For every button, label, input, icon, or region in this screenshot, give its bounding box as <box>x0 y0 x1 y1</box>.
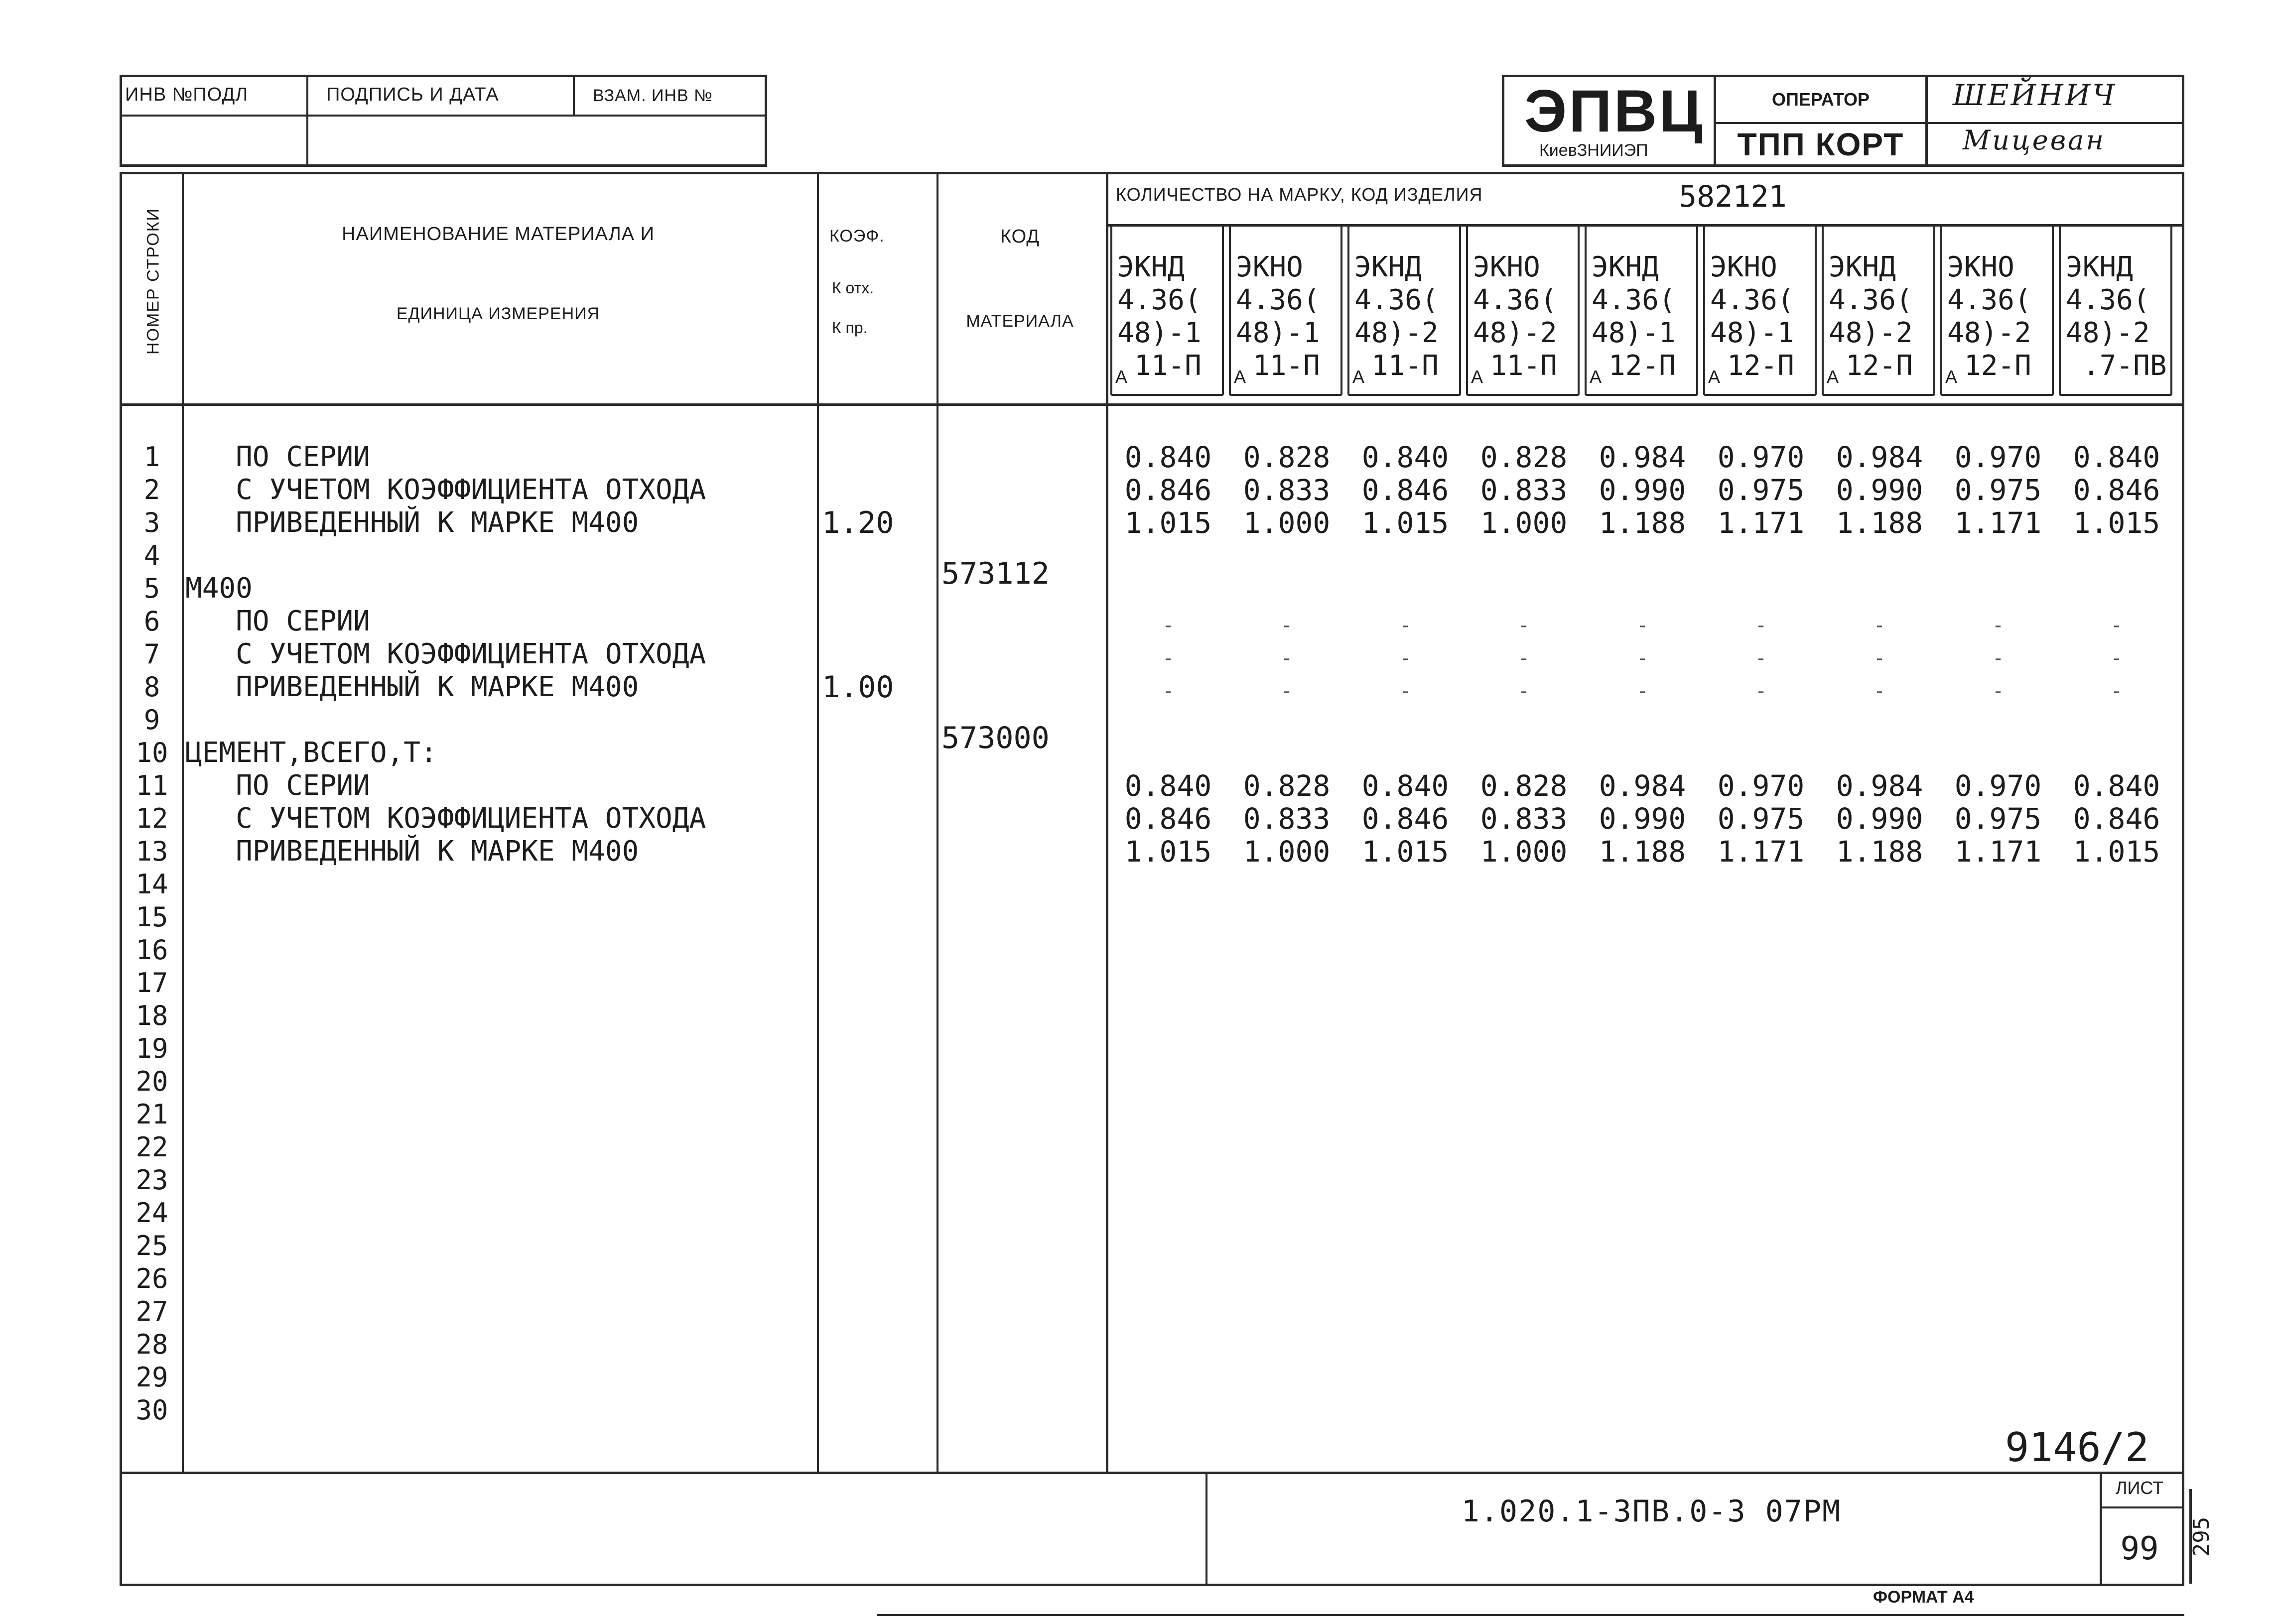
row-number: 23 <box>135 1164 168 1196</box>
product-name-line: 4.36( <box>1117 284 1202 316</box>
quantity-value: 0.846 <box>2073 473 2160 507</box>
row-number: 10 <box>135 737 168 768</box>
row-number: 22 <box>135 1131 168 1163</box>
empty-value-dash: - <box>1162 680 1175 703</box>
row-number: 30 <box>135 1394 168 1426</box>
org-subtitle: КиевЗНИИЭП <box>1539 141 1648 160</box>
quantity-value: 0.833 <box>1243 473 1331 507</box>
handwritten-number: 9146/2 <box>2005 1424 2149 1471</box>
row-number: 18 <box>135 1000 168 1031</box>
empty-value-dash: - <box>1636 647 1649 670</box>
row-number: 4 <box>143 540 160 571</box>
format-strip <box>877 1586 2184 1616</box>
row-number: 2 <box>143 474 160 505</box>
product-name-line: ЭКНД <box>1829 251 1896 283</box>
side-number <box>2189 1489 2234 1584</box>
empty-value-dash: - <box>1636 614 1649 637</box>
product-column-header <box>1229 224 1342 396</box>
product-a-mark: А <box>1234 367 1246 387</box>
code-header-2: МАТЕРИАЛА <box>966 311 1074 331</box>
product-a-mark: А <box>1471 367 1483 387</box>
product-column-header <box>2059 224 2172 396</box>
product-column-header <box>1347 224 1461 396</box>
system-name: ТПП КОРТ <box>1737 126 1904 162</box>
quantity-value: 1.015 <box>1361 506 1449 540</box>
qty-header: КОЛИЧЕСТВО НА МАРКУ, КОД ИЗДЕЛИЯ <box>1116 184 1483 205</box>
product-column-header <box>1940 224 2054 396</box>
coef-header-2: К отх. <box>832 279 874 297</box>
material-name: С УЧЕТОМ КОЭФФИЦИЕНТА ОТХОДА <box>185 802 706 835</box>
coef-header-1: КОЭФ. <box>829 227 885 246</box>
line-number-label: НОМЕР СТРОКИ <box>143 208 163 355</box>
quantity-value: 0.970 <box>1954 769 2042 803</box>
empty-value-dash: - <box>1992 680 2005 703</box>
empty-value-dash: - <box>1636 680 1649 703</box>
product-a-mark: А <box>1352 367 1365 387</box>
row-number: 8 <box>143 671 160 703</box>
sheet-label: ЛИСТ <box>2115 1478 2164 1498</box>
quantity-value: 0.984 <box>1836 769 1923 803</box>
coefficient: 1.20 <box>822 505 894 540</box>
empty-value-dash: - <box>1873 614 1886 637</box>
row-number: 28 <box>135 1329 168 1360</box>
quantity-value: 0.840 <box>2073 440 2160 474</box>
quantity-value: 0.828 <box>1480 440 1568 474</box>
quantity-value: 0.970 <box>1717 440 1805 474</box>
quantity-value: 0.970 <box>1717 769 1805 803</box>
code-header-1: КОД <box>1000 226 1040 247</box>
empty-value-dash: - <box>1162 614 1175 637</box>
product-name-line: 11-П <box>1134 350 1202 382</box>
material-name: ПРИВЕДЕННЫЙ К МАРКЕ М400 <box>185 506 639 539</box>
quantity-value: 1.015 <box>1361 835 1449 869</box>
row-number: 9 <box>143 704 160 736</box>
product-name-line: 48)-1 <box>1710 317 1794 349</box>
product-name-line: 11-П <box>1253 350 1320 382</box>
product-name-line: 4.36( <box>1592 284 1676 316</box>
quantity-value: 0.975 <box>1717 473 1805 507</box>
row-number: 5 <box>143 573 160 604</box>
product-name-line: 4.36( <box>1829 284 1913 316</box>
empty-value-dash: - <box>1873 647 1886 670</box>
coef-header-3: К пр. <box>832 319 868 337</box>
quantity-value: 0.828 <box>1480 769 1568 803</box>
quantity-value: 1.015 <box>2073 835 2160 869</box>
product-name-line: 48)-1 <box>1592 317 1676 349</box>
empty-value-dash: - <box>1399 647 1412 670</box>
product-a-mark: А <box>1590 367 1602 387</box>
row-number: 19 <box>135 1033 168 1064</box>
quantity-value: 1.000 <box>1243 506 1331 540</box>
quantity-value: 0.840 <box>2073 769 2160 803</box>
quantity-value: 0.990 <box>1599 473 1686 507</box>
product-code: 582121 <box>1679 179 1787 214</box>
quantity-value: 0.970 <box>1954 440 2042 474</box>
quantity-value: 1.188 <box>1599 835 1686 869</box>
quantity-value: 0.975 <box>1954 473 2042 507</box>
product-name-line: 12-П <box>1846 350 1913 382</box>
quantity-value: 0.840 <box>1124 440 1212 474</box>
row-number: 27 <box>135 1296 168 1327</box>
quantity-value: 0.840 <box>1361 440 1449 474</box>
product-name-line: 12-П <box>1608 350 1676 382</box>
quantity-value: 1.188 <box>1836 835 1923 869</box>
product-name-line: 4.36( <box>1354 284 1439 316</box>
row-number: 17 <box>135 967 168 999</box>
quantity-value: 0.828 <box>1243 769 1331 803</box>
line-number-header <box>124 172 181 401</box>
quantity-value: 0.840 <box>1361 769 1449 803</box>
empty-value-dash: - <box>2110 614 2123 637</box>
product-name-line: ЭКНД <box>2066 251 2133 283</box>
quantity-value: 1.015 <box>1124 835 1212 869</box>
format-label: ФОРМАТ А4 <box>1873 1588 1974 1607</box>
empty-value-dash: - <box>1517 614 1530 637</box>
product-name-line: 4.36( <box>1947 284 2031 316</box>
material-code: 573000 <box>941 721 1050 755</box>
product-name-line: 48)-1 <box>1236 317 1320 349</box>
empty-value-dash: - <box>1754 680 1767 703</box>
row-number: 12 <box>135 803 168 834</box>
product-name-line: ЭКНД <box>1592 251 1659 283</box>
material-name: М400 <box>185 572 253 605</box>
row-number: 29 <box>135 1362 168 1393</box>
quantity-value: 0.846 <box>1124 802 1212 836</box>
quantity-value: 1.171 <box>1717 835 1805 869</box>
quantity-value: 1.188 <box>1836 506 1923 540</box>
product-name-line: 4.36( <box>1473 284 1557 316</box>
material-name: ПРИВЕДЕННЫЙ К МАРКЕ М400 <box>185 835 639 868</box>
product-column-header <box>1822 224 1935 396</box>
material-name: С УЧЕТОМ КОЭФФИЦИЕНТА ОТХОДА <box>185 474 706 506</box>
empty-value-dash: - <box>1162 647 1175 670</box>
empty-value-dash: - <box>1280 647 1293 670</box>
operator-name: ШЕЙНИЧ <box>1953 78 2117 112</box>
product-name-line: ЭКНД <box>1354 251 1422 283</box>
row-number: 15 <box>135 901 168 933</box>
product-name-line: ЭКНО <box>1473 251 1540 283</box>
sign-date-label: ПОДПИСЬ И ДАТА <box>326 84 499 105</box>
row-number: 14 <box>135 869 168 900</box>
empty-value-dash: - <box>1517 680 1530 703</box>
quantity-value: 0.984 <box>1599 440 1686 474</box>
product-a-mark: А <box>1708 367 1721 387</box>
material-code: 573112 <box>941 556 1050 591</box>
quantity-value: 1.000 <box>1243 835 1331 869</box>
vzam-label: ВЗАМ. ИНВ № <box>593 86 713 105</box>
material-name: ЦЕМЕНТ,ВСЕГО,Т: <box>185 737 437 769</box>
empty-value-dash: - <box>1992 647 2005 670</box>
quantity-value: 0.975 <box>1954 802 2042 836</box>
quantity-value: 0.833 <box>1480 473 1568 507</box>
document-code: 1.020.1-3ПВ.0-3 07РМ <box>1461 1494 1842 1529</box>
product-name-line: .7-ПВ <box>2083 350 2167 382</box>
row-number: 11 <box>135 770 168 801</box>
product-name-line: ЭКНО <box>1947 251 2014 283</box>
quantity-value: 0.846 <box>1361 473 1449 507</box>
empty-value-dash: - <box>1992 614 2005 637</box>
product-name-line: 4.36( <box>1710 284 1794 316</box>
empty-value-dash: - <box>1517 647 1530 670</box>
operator-signature: Мицеван <box>1963 125 2106 156</box>
product-name-line: 4.36( <box>2066 284 2150 316</box>
row-number: 16 <box>135 934 168 966</box>
coefficient: 1.00 <box>822 670 894 705</box>
quantity-value: 0.846 <box>1361 802 1449 836</box>
empty-value-dash: - <box>1280 680 1293 703</box>
quantity-value: 0.846 <box>2073 802 2160 836</box>
material-name: ПРИВЕДЕННЫЙ К МАРКЕ М400 <box>185 671 639 703</box>
product-name-line: 48)-1 <box>1117 317 1202 349</box>
product-name-line: 12-П <box>1727 350 1794 382</box>
row-number: 7 <box>143 638 160 670</box>
product-name-line: 11-П <box>1371 350 1439 382</box>
quantity-value: 0.840 <box>1124 769 1212 803</box>
quantity-value: 0.990 <box>1599 802 1686 836</box>
product-name-line: 48)-2 <box>2066 317 2150 349</box>
operator-label: ОПЕРАТОР <box>1771 89 1870 110</box>
name-header-1: НАИМЕНОВАНИЕ МАТЕРИАЛА И <box>342 223 655 245</box>
row-number: 6 <box>143 606 160 637</box>
quantity-value: 1.015 <box>1124 506 1212 540</box>
empty-value-dash: - <box>1399 680 1412 703</box>
inventory-stamp <box>120 75 767 167</box>
product-name-line: 4.36( <box>1236 284 1320 316</box>
empty-value-dash: - <box>1873 680 1886 703</box>
quantity-value: 0.975 <box>1717 802 1805 836</box>
row-number: 13 <box>135 836 168 867</box>
product-a-mark: А <box>1115 367 1128 387</box>
product-name-line: 48)-2 <box>1354 317 1439 349</box>
name-header-2: ЕДИНИЦА ИЗМЕРЕНИЯ <box>396 304 600 323</box>
quantity-value: 1.000 <box>1480 835 1568 869</box>
empty-value-dash: - <box>1754 614 1767 637</box>
product-a-mark: А <box>1827 367 1839 387</box>
quantity-value: 1.188 <box>1599 506 1686 540</box>
inv-label: ИНВ №ПОДЛ <box>125 84 249 105</box>
title-block <box>1502 75 2184 167</box>
product-column-header <box>1110 224 1224 396</box>
quantity-value: 1.000 <box>1480 506 1568 540</box>
product-name-line: ЭКНД <box>1117 251 1185 283</box>
row-number: 25 <box>135 1230 168 1261</box>
empty-value-dash: - <box>1280 614 1293 637</box>
empty-value-dash: - <box>2110 680 2123 703</box>
quantity-value: 0.828 <box>1243 440 1331 474</box>
product-name-line: 48)-2 <box>1947 317 2031 349</box>
quantity-value: 0.846 <box>1124 473 1212 507</box>
material-name: С УЧЕТОМ КОЭФФИЦИЕНТА ОТХОДА <box>185 638 706 670</box>
product-name-line: 11-П <box>1490 350 1557 382</box>
quantity-value: 1.171 <box>1954 835 2042 869</box>
material-name: ПО СЕРИИ <box>185 769 370 802</box>
quantity-value: 0.990 <box>1836 802 1923 836</box>
org-logo-text: ЭПВЦ <box>1524 78 1705 144</box>
material-name: ПО СЕРИИ <box>185 441 370 473</box>
quantity-value: 1.171 <box>1717 506 1805 540</box>
product-name-line: 48)-2 <box>1473 317 1557 349</box>
row-number: 3 <box>143 507 160 538</box>
quantity-value: 0.833 <box>1243 802 1331 836</box>
quantity-value: 0.990 <box>1836 473 1923 507</box>
quantity-value: 0.984 <box>1599 769 1686 803</box>
empty-value-dash: - <box>1754 647 1767 670</box>
sheet-number: 99 <box>2120 1530 2159 1567</box>
row-number: 20 <box>135 1066 168 1097</box>
row-number: 21 <box>135 1099 168 1130</box>
product-name-line: 48)-2 <box>1829 317 1913 349</box>
product-name-line: 12-П <box>1964 350 2031 382</box>
material-name: ПО СЕРИИ <box>185 605 370 637</box>
quantity-value: 0.833 <box>1480 802 1568 836</box>
product-name-line: ЭКНО <box>1236 251 1303 283</box>
quantity-value: 1.015 <box>2073 506 2160 540</box>
product-column-header <box>1703 224 1817 396</box>
quantity-value: 0.984 <box>1836 440 1923 474</box>
product-a-mark: А <box>1945 367 1958 387</box>
side-number-text: 295 <box>2189 1516 2215 1557</box>
product-name-line: ЭКНО <box>1710 251 1777 283</box>
empty-value-dash: - <box>1399 614 1412 637</box>
row-number: 24 <box>135 1197 168 1229</box>
product-column-header <box>1466 224 1580 396</box>
product-column-header <box>1585 224 1698 396</box>
quantity-value: 1.171 <box>1954 506 2042 540</box>
empty-value-dash: - <box>2110 647 2123 670</box>
row-number: 1 <box>143 441 160 473</box>
row-number: 26 <box>135 1263 168 1294</box>
